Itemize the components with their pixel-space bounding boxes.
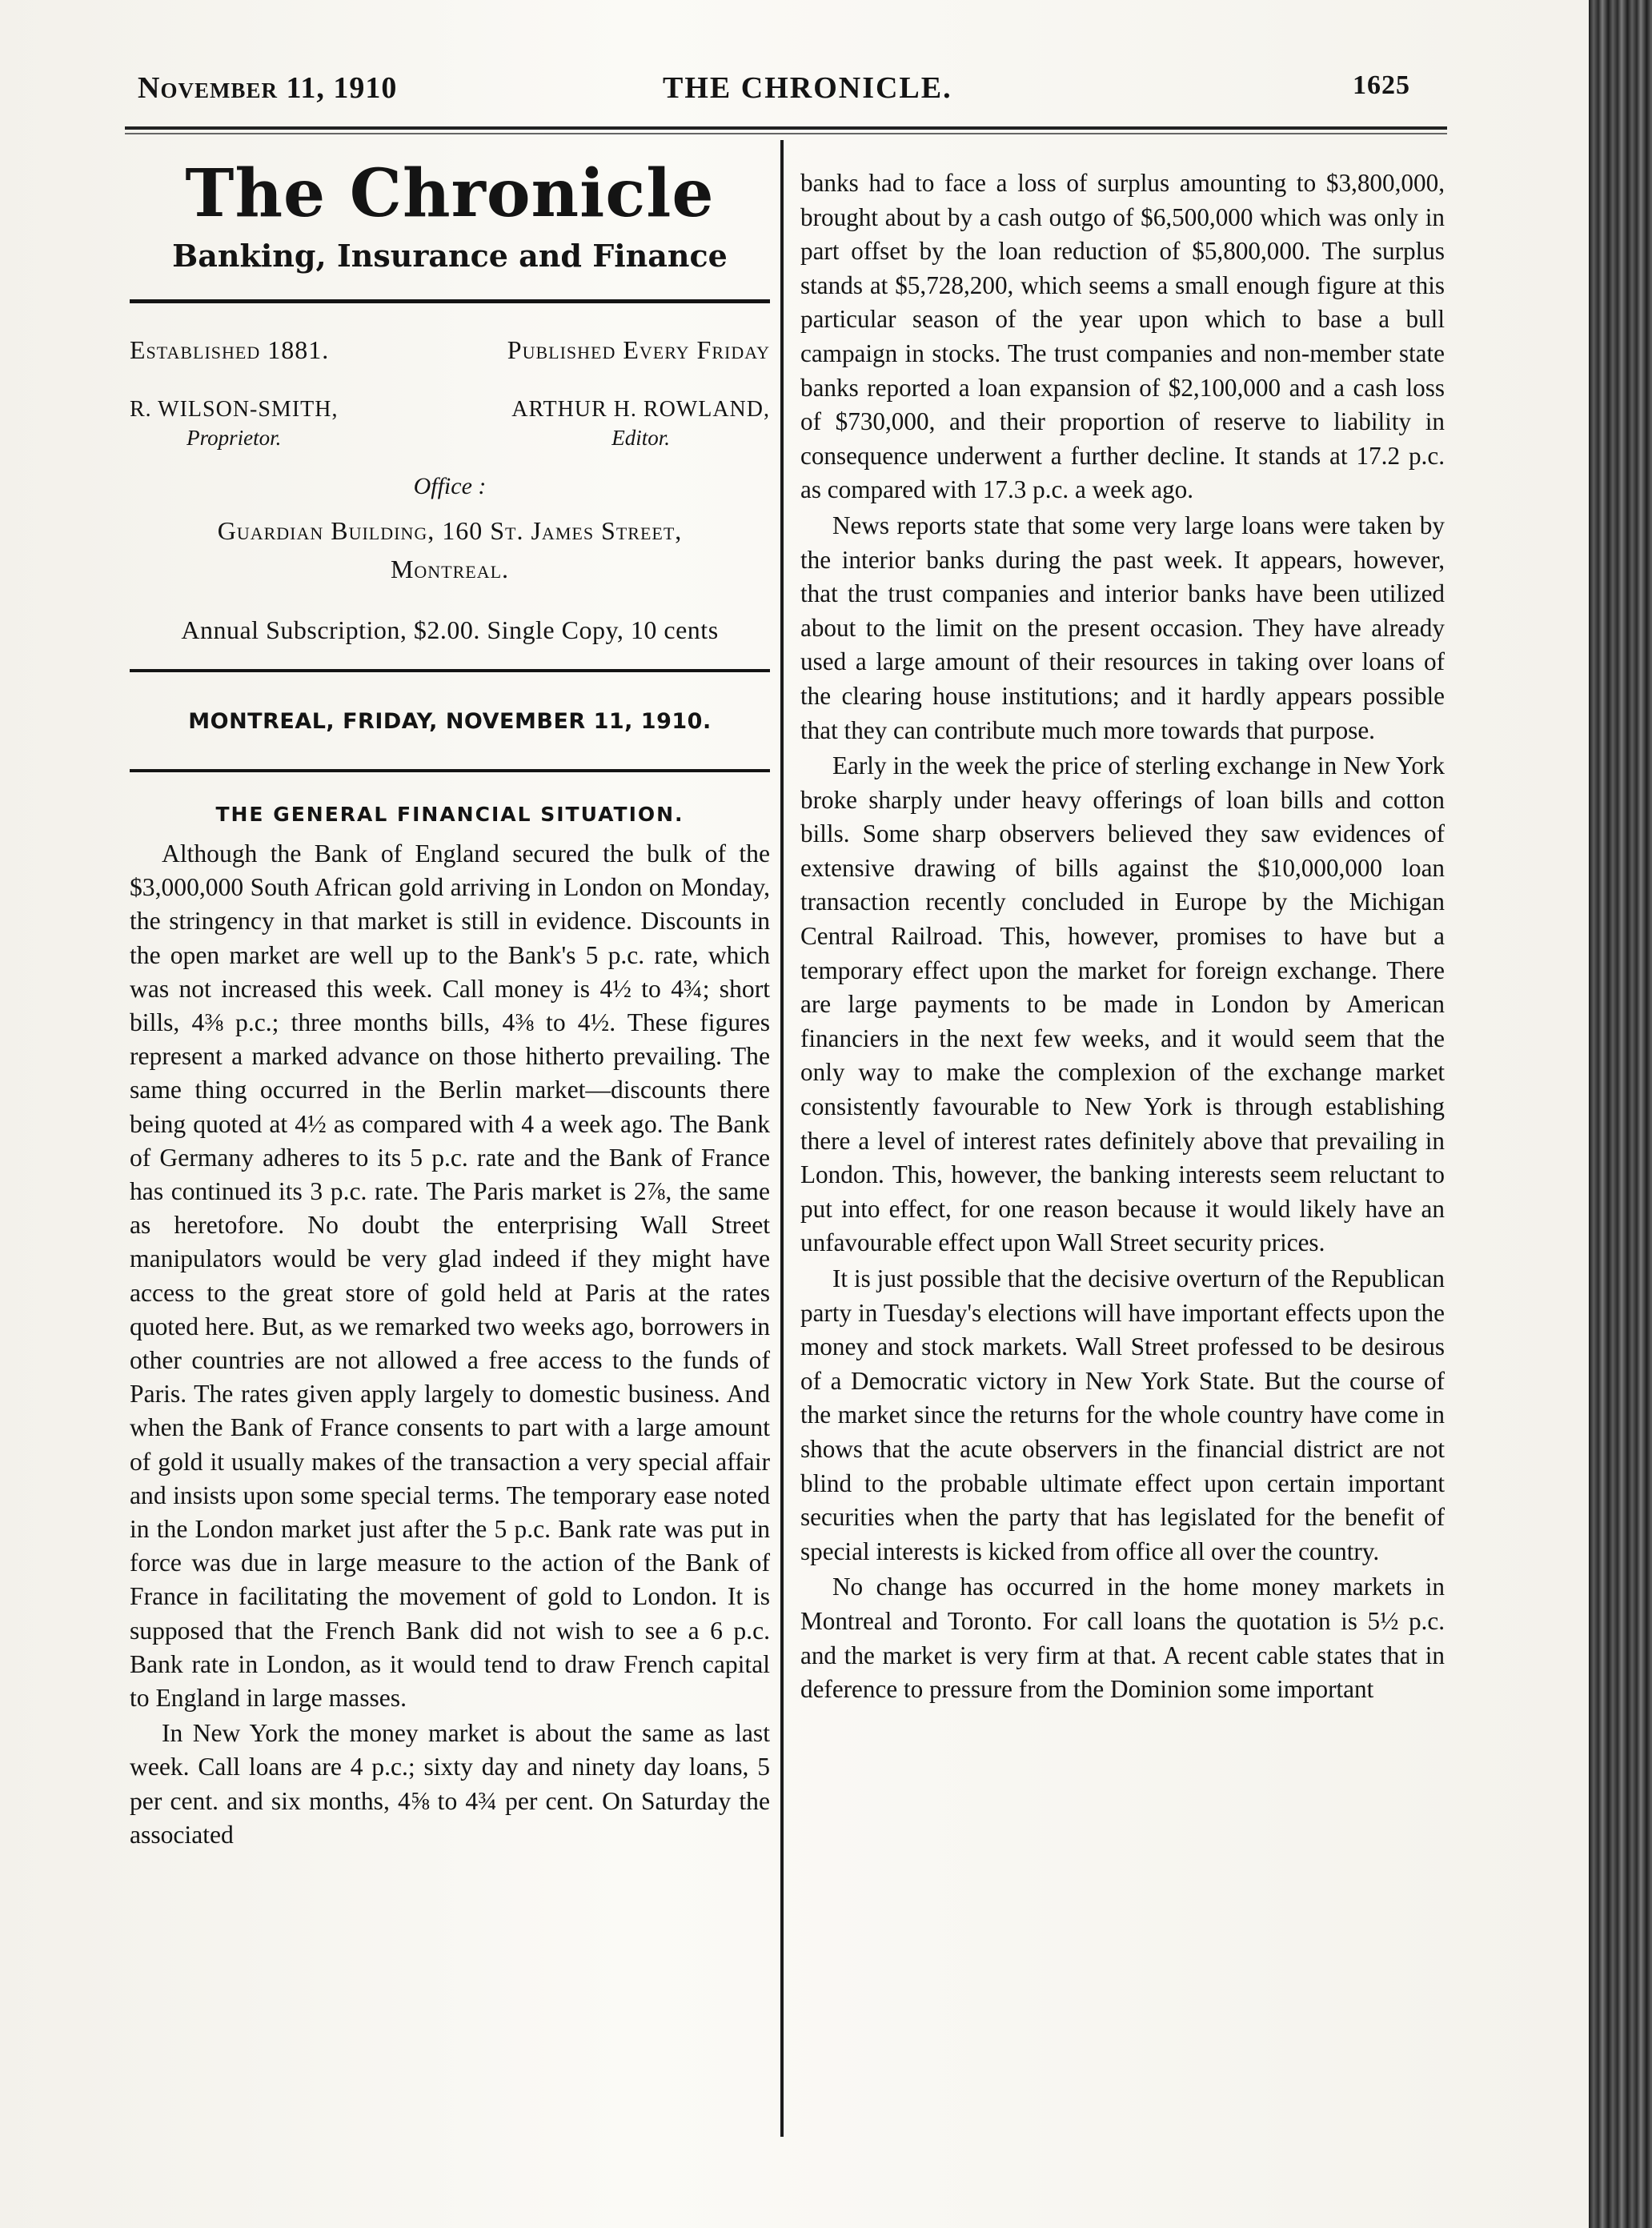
editor-name: ARTHUR H. ROWLAND, (511, 397, 770, 422)
header-rule (125, 126, 1447, 130)
running-head-date: November 11, 1910 (138, 71, 398, 105)
publication-info (130, 335, 770, 365)
article-paragraph: In New York the money market is about the same as last week. Call loans are 4 p.c.; sixty day and ninety day loans, 5 per cent. and six months, 4⅝ to 4¾ per cent. On Saturday the associated (130, 1719, 770, 1849)
proprietor-role: Proprietor. (186, 426, 282, 450)
office-address-line-2: Montreal. (390, 555, 510, 583)
staff-credits (130, 397, 770, 451)
subscription-info: Annual Subscription, $2.00. Single Copy, 10 cents (181, 615, 719, 644)
header-rule-thin (125, 133, 1447, 134)
dateline-rule-bottom (130, 769, 770, 772)
left-column (130, 152, 770, 1852)
article-paragraph: News reports state that some very large loans were taken by the interior banks during the past week. It appears, however, that the trust companies and interior banks have been utilized about to the limit on the present occasion. They have already used a large amount of their resources in taking over loans of the clearing house institutions; and it hardly appears possible that they can contribute much more towards that purpose. (800, 511, 1445, 744)
editor-credit (511, 397, 770, 451)
established-note: Established 1881. (130, 335, 330, 364)
masthead-title: The Chronicle (185, 155, 715, 232)
running-head-title: THE CHRONICLE. (663, 71, 952, 105)
article-paragraph: Early in the week the price of sterling exchange in New York broke sharply under heavy offerings of loan bills and cotton bills. Some sharp observers believed they saw evidences of extensive drawing of bills against the $10,000,000 loan transaction recently concluded in Europe by the Michigan Central Railroad. This, however, promises to have but a temporary effect upon the market for foreign exchange. There are large payments to be made in London by American financiers in the next few weeks, and it would seem that the only way to make the complexion of the exchange market consistently favourable to New York is through establishing there a level of interest rates definitely above that prevailing in London. This, however, the banking interests seem reluctant to put into effect, for one reason because it would likely have an unfavourable effect upon Wall Street security prices. (800, 751, 1445, 1257)
article-paragraph: Although the Bank of England secured the bulk of the $3,000,000 South African gold arriving in London on Monday, the stringency in that market is still in evidence. Discounts in the open market are well up to the Bank's 5 p.c. rate, which was not increased this week. Call money is 4½ to 4¾; short bills, 4⅜ p.c.; three months bills, 4⅜ to 4½. These figures represent a marked advance on those hitherto prevailing. The same thing occurred in the Berlin market—discounts there being quoted at 4½ as compared with 4 a week ago. The Bank of Germany adheres to its 5 p.c. rate and the Bank of France has continued its 3 p.c. rate. The Paris market is 2⅞, the same as heretofore. No doubt the enterprising Wall Street manipulators would be very glad indeed if they might have access to the great store of gold held at Paris at the rates quoted here. But, as we remarked two weeks ago, borrowers in other countries are not allowed a free access to the funds of Paris. The rates given apply largely to domestic business. And when the Bank of France consents to part with a large amount of gold it usually makes of the transaction a very special affair and insists upon some special terms. The temporary ease noted in the London market just after the 5 p.c. Bank rate was put in force was due in large measure to the action of the Bank of France in facilitating the movement of gold to London. It is supposed that the French Bank did not wish to see a 6 p.c. Bank rate in London, as it would tend to draw French capital to England in large masses. (130, 840, 770, 1713)
article-paragraph: It is just possible that the decisive overturn of the Republican party in Tuesday's elections will have important effects upon the money and stock markets. Wall Street professed to be desirous of a Democratic victory in New York State. But the course of the market since the returns for the whole country have come in shows that the acute observers in the financial district are not blind to the probable ultimate effect upon certain important securities when the party that has legislated for the benefit of special interests is kicked from office all over the country. (800, 1264, 1445, 1565)
article-heading: THE GENERAL FINANCIAL SITUATION. (215, 803, 684, 826)
office-label: Office : (413, 473, 487, 499)
page-number: 1625 (1353, 70, 1410, 100)
right-column (800, 166, 1445, 1707)
office-address (130, 511, 770, 588)
article-paragraph: No change has occurred in the home money markets in Montreal and Toronto. For call loans the quotation is 5½ p.c. and the market is very firm at that. A recent cable states that in deference to pressure from the Dominion some important (800, 1573, 1445, 1704)
book-binding-edge (1589, 0, 1652, 2228)
column-divider (780, 140, 784, 2137)
published-note: Published Every Friday (507, 335, 770, 364)
article-paragraph: banks had to face a loss of surplus amounting to $3,800,000, brought about by a cash outgo of $6,500,000 which was only in part offset by the loan reduction of $5,800,000. The surplus stands at $5,728,200, which seems a small enough figure at this particular season of the year upon which to base a bull campaign in stocks. The trust companies and non-member state banks reported a loan expansion of $2,100,000 and a cash loss of $730,000, and their proportion of reserve to liability in consequence underwent a further decline. It stands at 17.2 p.c. as compared with 17.3 p.c. a week ago. (800, 169, 1445, 504)
masthead-subtitle: Banking, Insurance and Finance (172, 238, 728, 274)
proprietor-name: R. WILSON-SMITH, (130, 397, 339, 422)
dateline: MONTREAL, FRIDAY, NOVEMBER 11, 1910. (188, 709, 712, 734)
masthead-rule (130, 299, 770, 303)
office-address-line-1: Guardian Building, 160 St. James Street, (217, 516, 683, 545)
dateline-rule-top (130, 669, 770, 672)
proprietor-credit (130, 397, 338, 451)
editor-role: Editor. (611, 426, 670, 450)
